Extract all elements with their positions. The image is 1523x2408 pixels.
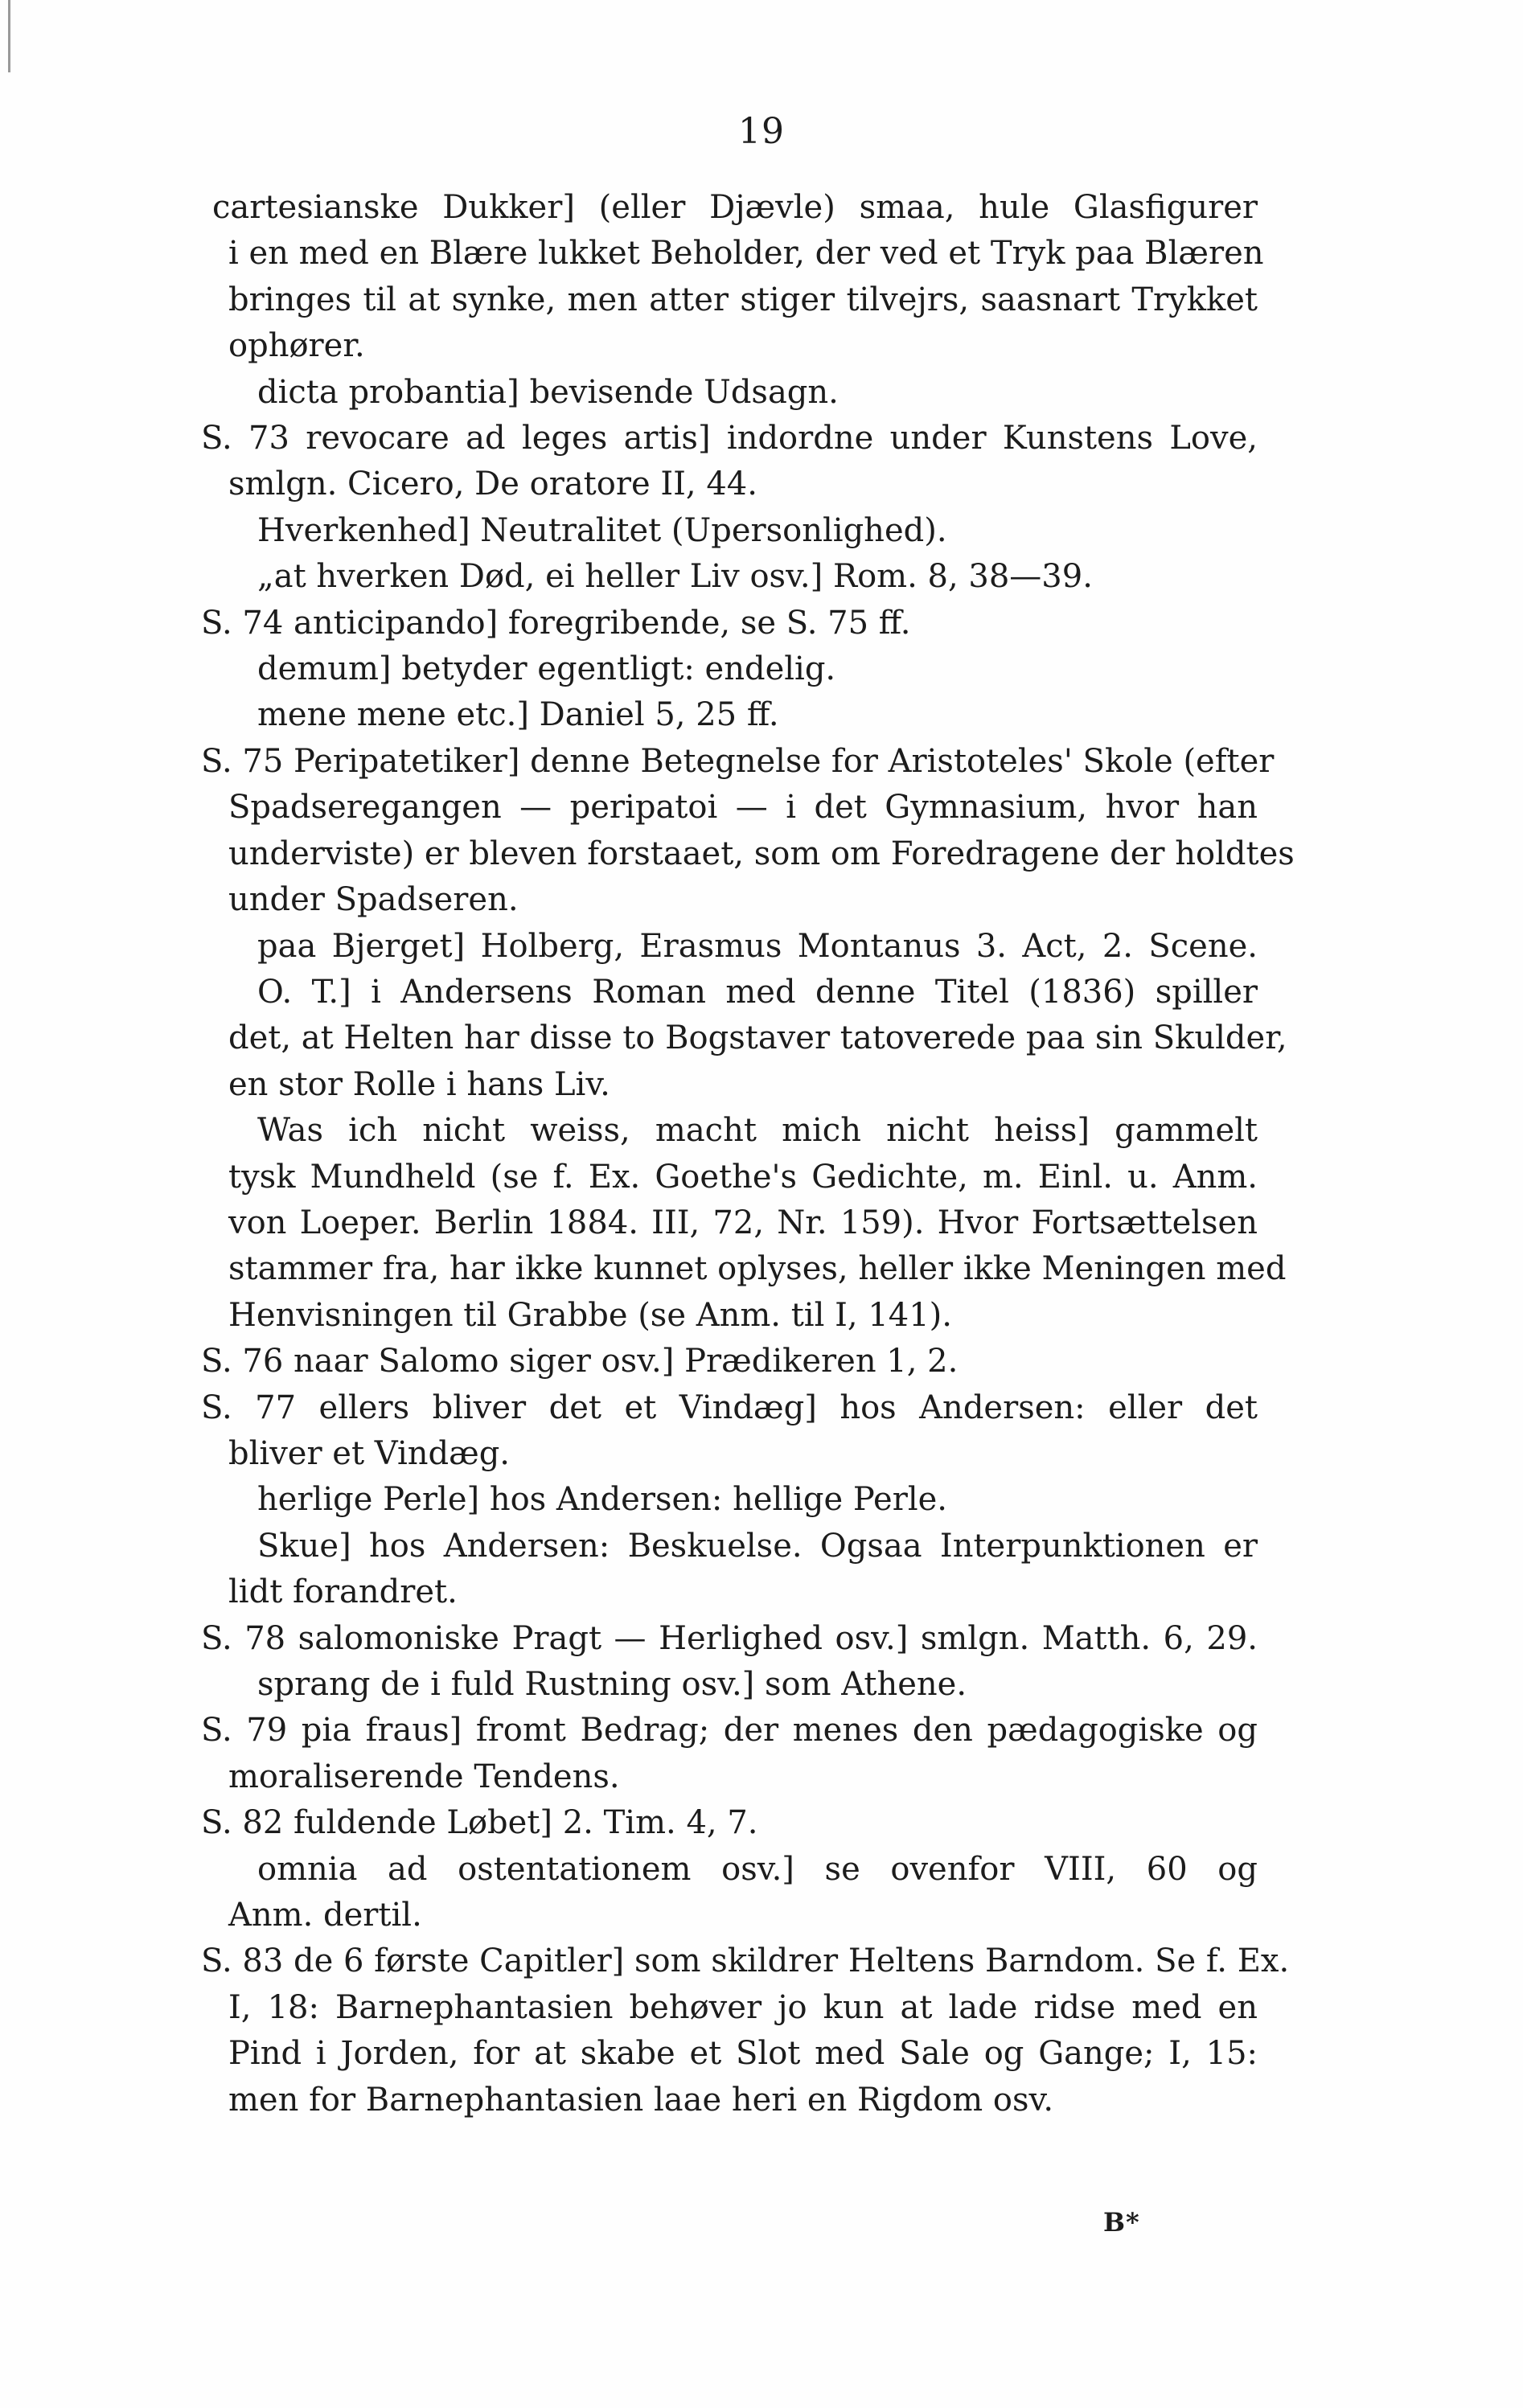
text-line: lidt forandret. <box>228 1573 458 1611</box>
text-line: S. 79 pia fraus] fromt Bedrag; der menes den pædagogiske og <box>201 1712 1258 1750</box>
text-line: sprang de i fuld Rustning osv.] som Athene. <box>257 1666 967 1703</box>
text-line: mene mene etc.] Daniel 5, 25 ff. <box>257 696 779 734</box>
text-line: en stor Rolle i hans Liv. <box>228 1065 610 1103</box>
text-line: smlgn. Cicero, De oratore II, 44. <box>228 466 757 503</box>
text-line: det, at Helten har disse to Bogstaver tatoverede paa sin Skulder, <box>228 1019 1287 1057</box>
text-line: demum] betyder egentligt: endelig. <box>257 650 836 688</box>
text-line: paa Bjerget] Holberg, Erasmus Montanus 3. Act, 2. Scene. <box>257 927 1258 965</box>
text-line: Anm. dertil. <box>228 1897 422 1934</box>
text-line: underviste) er bleven forstaaet, som om Foredragene der holdtes <box>228 835 1295 872</box>
text-line: under Spadseren. <box>228 881 519 919</box>
text-line: dicta probantia] bevisende Udsagn. <box>257 373 839 411</box>
text-line: S. 73 revocare ad leges artis] indordne under Kunstens Love, <box>201 420 1258 457</box>
text-line: cartesianske Dukker] (eller Djævle) smaa, hule Glasfigurer <box>212 189 1258 226</box>
text-line: O. T.] i Andersens Roman med denne Titel (1836) spiller <box>257 973 1258 1011</box>
text-line: Pind i Jorden, for at skabe et Slot med Sale og Gange; I, 15: <box>228 2035 1258 2073</box>
signature-mark: B* <box>1103 2207 1140 2238</box>
text-line: tysk Mundheld (se f. Ex. Goethe's Gedichte, m. Einl. u. Anm. <box>228 1158 1258 1196</box>
text-line: bliver et Vindæg. <box>228 1434 511 1472</box>
text-line: Was ich nicht weiss, macht mich nicht heiss] gammelt <box>257 1112 1258 1150</box>
text-line: S. 78 salomoniske Pragt — Herlighed osv.] smlgn. Matth. 6, 29. <box>201 1619 1258 1657</box>
text-line: S. 76 naar Salomo siger osv.] Prædikeren 1, 2. <box>201 1343 959 1380</box>
text-line: ophører. <box>228 327 365 365</box>
text-line: Henvisningen til Grabbe (se Anm. til I, 141). <box>228 1296 952 1334</box>
text-line: Skue] hos Andersen: Beskuelse. Ogsaa Interpunktionen er <box>257 1527 1258 1565</box>
text-line: i en med en Blære lukket Beholder, der ved et Tryk paa Blæren <box>228 235 1264 273</box>
text-line: „at hverken Død, ei heller Liv osv.] Rom. 8, 38—39. <box>257 558 1093 596</box>
text-line: I, 18: Barnephantasien behøver jo kun at lade ridse med en <box>228 1988 1258 2026</box>
text-line: bringes til at synke, men atter stiger tilvejrs, saasnart Trykket <box>228 281 1258 318</box>
page-number: 19 <box>738 111 785 152</box>
text-line: Spadseregangen — peripatoi — i det Gymnasium, hvor han <box>228 789 1258 827</box>
text-line: moraliserende Tendens. <box>228 1758 620 1795</box>
text-line: S. 82 fuldende Løbet] 2. Tim. 4, 7. <box>201 1804 758 1842</box>
text-line: von Loeper. Berlin 1884. III, 72, Nr. 159). Hvor Fortsættelsen <box>228 1204 1258 1241</box>
text-line: S. 77 ellers bliver det et Vindæg] hos Andersen: eller det <box>201 1389 1258 1426</box>
text-line: S. 83 de 6 første Capitler] som skildrer Heltens Barndom. Se f. Ex. <box>201 1942 1290 1980</box>
commentary-text <box>201 185 1295 2123</box>
text-line: herlige Perle] hos Andersen: hellige Perle. <box>257 1481 948 1519</box>
page-edge <box>8 0 10 72</box>
text-line: stammer fra, har ikke kunnet oplyses, heller ikke Meningen med <box>228 1250 1287 1288</box>
text-line: omnia ad ostentationem osv.] se ovenfor VIII, 60 og <box>257 1850 1258 1888</box>
text-line: Hverkenhed] Neutralitet (Upersonlighed). <box>257 511 947 549</box>
text-line: S. 74 anticipando] foregribende, se S. 75 ff. <box>201 604 911 642</box>
text-line: S. 75 Peripatetiker] denne Betegnelse for Aristoteles' Skole (efter <box>201 742 1275 780</box>
text-line: men for Barnephantasien laae heri en Rigdom osv. <box>228 2081 1054 2119</box>
